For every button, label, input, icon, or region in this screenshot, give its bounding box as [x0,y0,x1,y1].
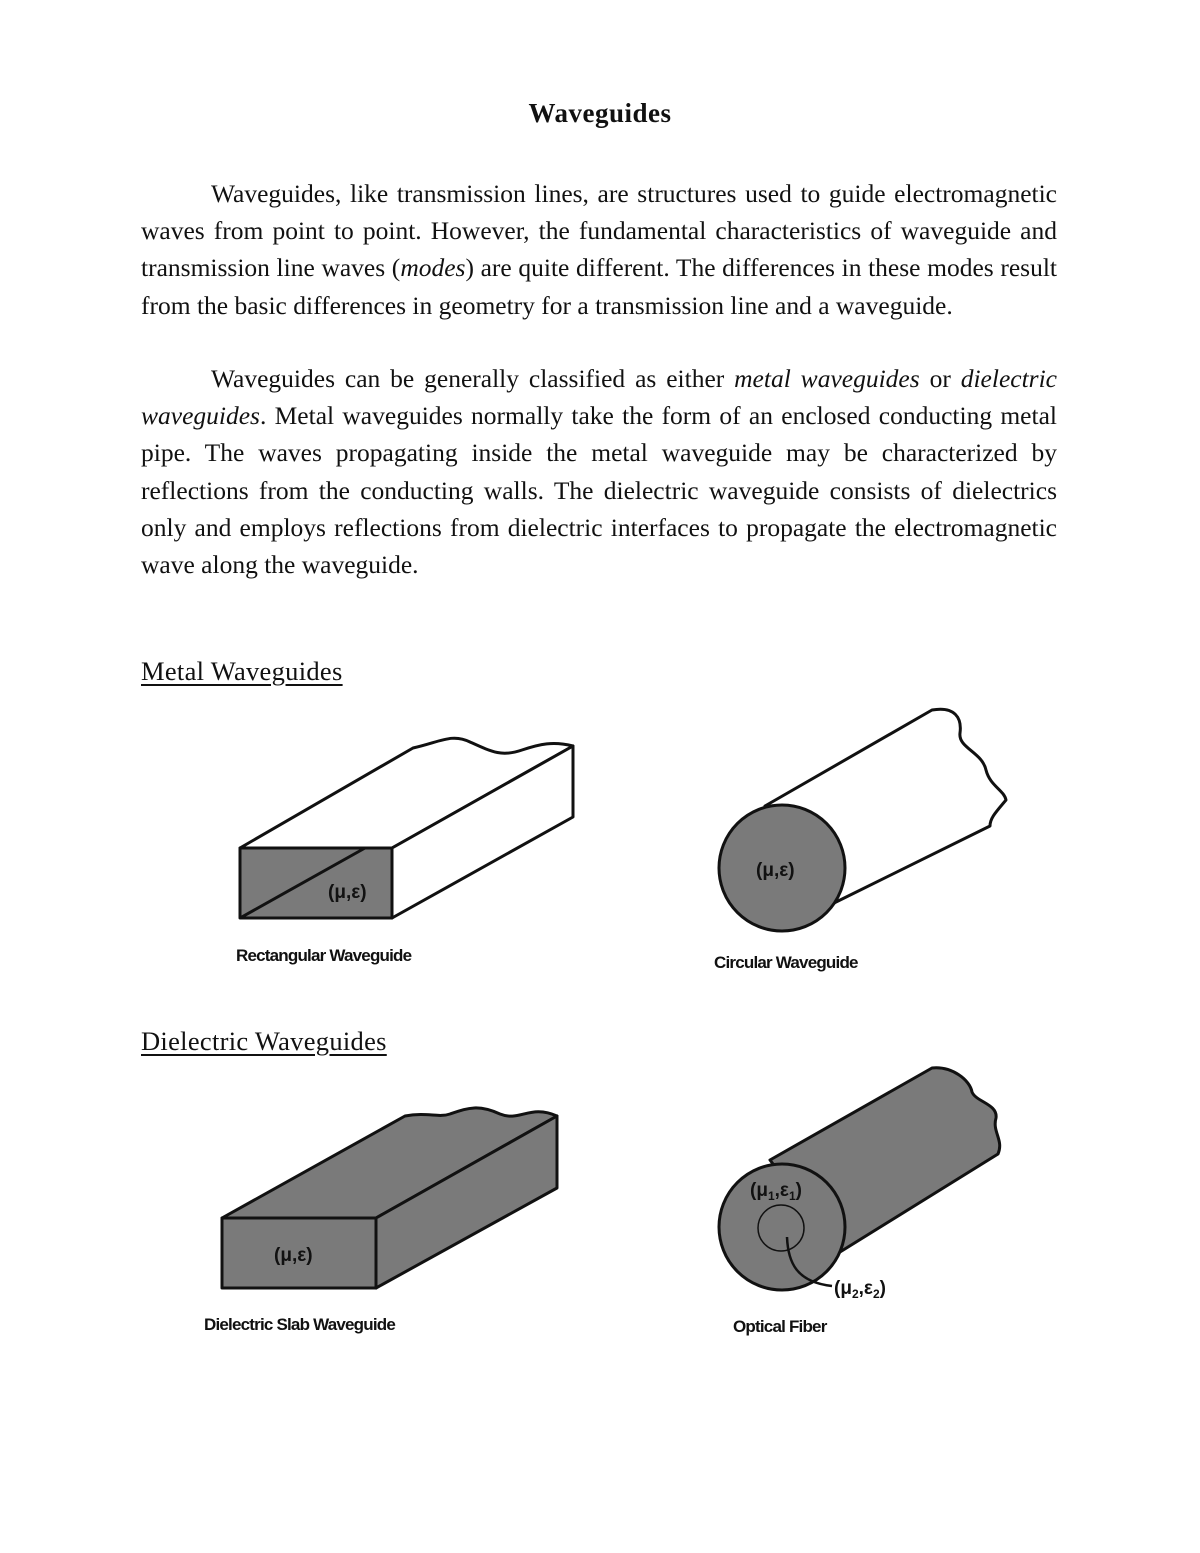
slab-waveguide-diagram [222,1108,557,1288]
fiber-outer-mu: μ [756,1180,768,1201]
optical-fiber-diagram [719,1068,1000,1290]
fiber-inner-mu: μ [840,1278,852,1299]
fiber-inner-eps-sub: 2 [872,1287,880,1301]
circular-waveguide-diagram [719,709,1006,931]
fiber-inner-label: $(\mu_2,\varepsilon_2)$ [834,1278,886,1301]
fiber-caption: Optical Fiber [733,1317,827,1336]
classification-text-or: or [919,364,961,393]
italic-dielectric-waveguides: dielectric waveguides [141,364,1057,431]
fiber-outer-mu-sub: 1 [767,1189,775,1203]
fiber-inner-mu-sub: 2 [851,1287,859,1301]
fiber-outer-label: $(\mu_1,\varepsilon_1)$ [750,1180,802,1203]
section-heading-dielectric: Dielectric Waveguides [141,1026,387,1056]
section-heading-metal: Metal Waveguides [141,656,343,686]
circ-material-label: (μ,ε) [756,860,795,881]
rect-front-face [240,848,392,918]
fiber-outer-eps: ε [779,1180,789,1201]
intro-italic-modes: modes [400,253,466,283]
fiber-inner-eps: ε [863,1278,873,1299]
page-title: Waveguides [528,98,672,128]
italic-metal-waveguides: metal waveguides [734,364,920,393]
classification-text-end: . Metal waveguides normally take the form of an enclosed conducting metal pipe. The waves propagating inside the metal waveguide may be characterized by reflections from the conducting walls. The dielectric waveguide consists of dielectrics only and employs reflections from dielectric interfaces to propagate the electromagnetic wave along the waveguide. [141,401,1057,580]
circ-caption: Circular Waveguide [714,953,858,972]
rect-caption: Rectangular Waveguide [236,946,412,965]
fiber-outer-eps-sub: 1 [788,1189,796,1203]
classification-text: Waveguides can be generally classified as either [211,364,735,393]
slab-material-label: (μ,ε) [274,1245,313,1266]
slab-caption: Dielectric Slab Waveguide [204,1315,395,1334]
rect-material-label: (μ,ε) [328,882,367,903]
rectangular-waveguide-diagram [240,738,573,918]
intro-text: Waveguides, like transmission lines, are structures used to guide electromagnetic waves from point to point. However, the fundamental characteristics of waveguide and transmission line waves ( [141,179,1057,283]
intro-text-end: ) are quite different. The differences in these modes result from the basic differences in geometry for a transmission line and a waveguide. [141,253,1058,320]
